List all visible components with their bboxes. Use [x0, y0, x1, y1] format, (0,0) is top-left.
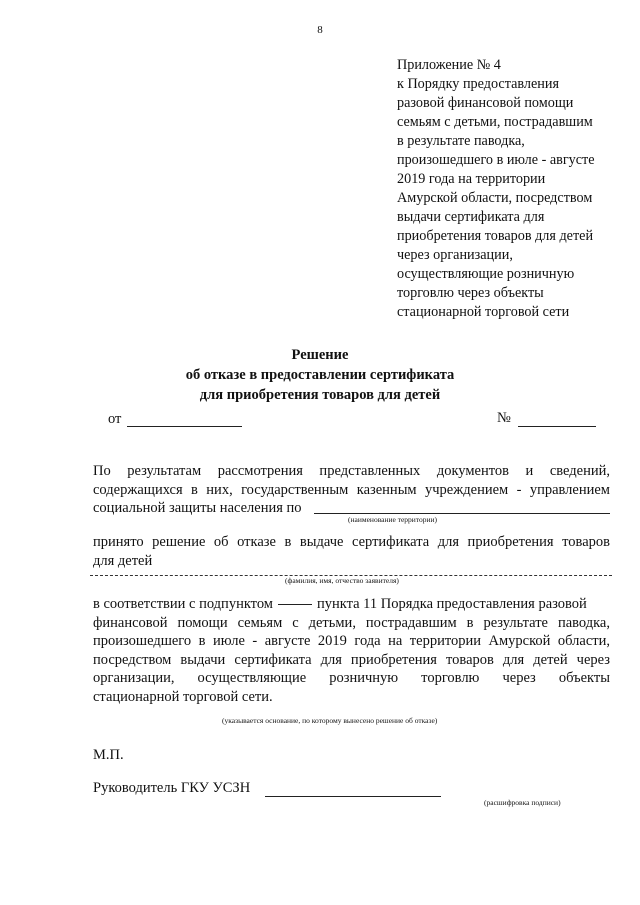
appendix-line: произошедшего в июле - августе	[397, 152, 595, 168]
paragraph-fragment: в соответствии с подпунктом	[93, 596, 273, 612]
paragraph-line: содержащихся в них, государственным казенным учреждением - управлением	[93, 481, 610, 498]
paragraph-fragment: пункта 11 Порядка предоставления разовой	[316, 596, 587, 612]
paragraph-line: финансовой помощи семьям с детьми, пострадавшим в результате паводка,	[93, 614, 610, 631]
stamp-label: М.П.	[93, 747, 124, 763]
signer-label: Руководитель ГКУ УСЗН	[93, 780, 251, 796]
paragraph-line: принято решение об отказе в выдаче сертификата для приобретения товаров	[93, 534, 610, 550]
appendix-line: 2019 года на территории	[397, 171, 546, 187]
appendix-line: торговлю через объекты	[397, 285, 544, 301]
signature-caption: (расшифровка подписи)	[484, 798, 561, 807]
paragraph-line: По результатам рассмотрения представленных документов и сведений,	[93, 463, 610, 479]
date-field-line[interactable]	[127, 426, 242, 427]
appendix-line: осуществляющие розничную	[397, 266, 575, 282]
date-label: от	[108, 411, 122, 427]
territory-field-line[interactable]	[314, 513, 610, 514]
appendix-line: приобретения товаров для детей	[397, 228, 594, 244]
number-label: №	[497, 410, 511, 426]
appendix-line: стационарной торговой сети	[397, 304, 570, 320]
document-title: Решение	[291, 347, 349, 363]
territory-caption: (наименование территории)	[348, 515, 438, 524]
basis-caption: (указывается основание, по которому вынесено решение об отказе)	[222, 716, 438, 725]
paragraph-line: для детей	[93, 552, 153, 569]
applicant-caption: (фамилия, имя, отчество заявителя)	[285, 576, 399, 585]
paragraph-decision	[93, 533, 610, 570]
subparagraph-field-line[interactable]	[278, 604, 312, 605]
appendix-line: выдачи сертификата для	[397, 209, 545, 225]
appendix-line: Амурской области, посредством	[397, 190, 593, 206]
appendix-line: разовой финансовой помощи	[397, 95, 574, 111]
document-subtitle-line: для приобретения товаров для детей	[199, 387, 441, 403]
paragraph-line: стационарной торговой сети.	[93, 688, 273, 705]
appendix-line: в результате паводка,	[397, 133, 525, 149]
number-field-line[interactable]	[518, 426, 596, 427]
paragraph-line	[93, 595, 610, 614]
paragraph-review	[93, 462, 610, 518]
appendix-line: Приложение № 4	[397, 57, 501, 73]
appendix-line: через организации,	[397, 247, 513, 263]
appendix-block	[397, 56, 637, 322]
paragraph-basis	[93, 595, 610, 706]
page-number: 8	[317, 24, 323, 36]
appendix-line: семьям с детьми, пострадавшим	[397, 114, 593, 130]
paragraph-line: организации, осуществляющие розничную торговлю через объекты	[93, 670, 610, 686]
document-subtitle-line: об отказе в предоставлении сертификата	[185, 367, 455, 383]
signature-field-line[interactable]	[265, 796, 441, 797]
paragraph-line: произошедшего в июле - августе 2019 года на территории Амурской области,	[93, 633, 610, 649]
paragraph-line: посредством выдачи сертификата для приобретения товаров для детей через	[93, 651, 610, 668]
appendix-line: к Порядку предоставления	[397, 76, 559, 92]
paragraph-line: социальной защиты населения по	[93, 500, 302, 516]
